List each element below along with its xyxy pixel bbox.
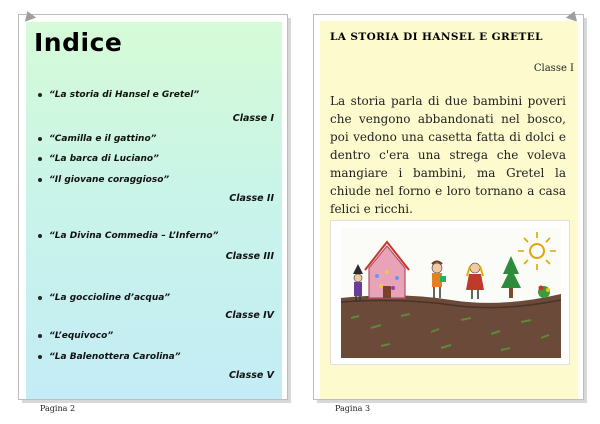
bullet-icon [38, 334, 42, 338]
index-entry[interactable] [38, 331, 113, 341]
flower-pot-icon [538, 286, 550, 299]
story-text: La storia parla di due bambini poveri che vengono abbandonati nel bosco, poi vedono una casetta fatta di dolci e dentro c'era una strega che voleva mangiare i bambini, ma Gretel la chiude nel forno e loro tornano a casa felici e ricchi. [330, 94, 566, 216]
girl-figure-icon [466, 263, 484, 299]
class-label: Classe II [229, 193, 274, 204]
entry-label: “La storia di Hansel e Gretel” [49, 90, 200, 100]
class-label: Classe IV [225, 310, 274, 321]
index-entry[interactable] [38, 352, 181, 362]
tree-icon [501, 256, 521, 298]
bullet-icon [38, 296, 42, 300]
page-corner-icon [22, 9, 36, 22]
bullet-icon [38, 234, 42, 238]
index-entry[interactable] [38, 293, 170, 303]
index-entry[interactable] [38, 154, 159, 164]
entry-label: “La goccioline d’acqua” [49, 293, 171, 303]
candy-house-icon [365, 242, 409, 298]
story-class-label: Classe I [533, 63, 574, 74]
index-entry[interactable] [38, 90, 199, 100]
entry-label: “La Divina Commedia – L’Inferno” [49, 231, 219, 241]
bullet-icon [38, 355, 42, 359]
entry-label: “Il giovane coraggioso” [49, 175, 170, 185]
index-title: Indice [34, 28, 123, 57]
entry-label: “L’equivoco” [49, 331, 114, 341]
witch-figure-icon [353, 264, 363, 302]
class-label: Classe III [225, 251, 274, 262]
class-label: Classe V [228, 370, 274, 381]
bullet-icon [38, 137, 42, 141]
page-3 [313, 14, 584, 400]
index-box [26, 22, 282, 399]
page-2 [18, 14, 288, 400]
story-title: LA STORIA DI HANSEL E GRETEL [330, 31, 543, 43]
page-corner-icon [566, 9, 580, 22]
illustration-frame [330, 220, 570, 365]
boy-figure-icon [432, 262, 446, 299]
children-drawing [341, 228, 561, 358]
index-entry[interactable] [38, 175, 169, 185]
index-entry[interactable] [38, 134, 156, 144]
story-box [320, 21, 578, 399]
entry-label: “Camilla e il gattino” [49, 134, 157, 144]
index-entry[interactable] [38, 231, 218, 241]
page-number-right: Pagina 3 [335, 404, 371, 413]
bullet-icon [38, 93, 42, 97]
entry-label: “La Balenottera Carolina” [49, 352, 181, 362]
sun-icon [518, 232, 556, 270]
page-number-left: Pagina 2 [40, 404, 76, 413]
class-label: Classe I [232, 113, 274, 124]
bullet-icon [38, 157, 42, 161]
bullet-icon [38, 178, 42, 182]
entry-label: “La barca di Luciano” [49, 154, 159, 164]
